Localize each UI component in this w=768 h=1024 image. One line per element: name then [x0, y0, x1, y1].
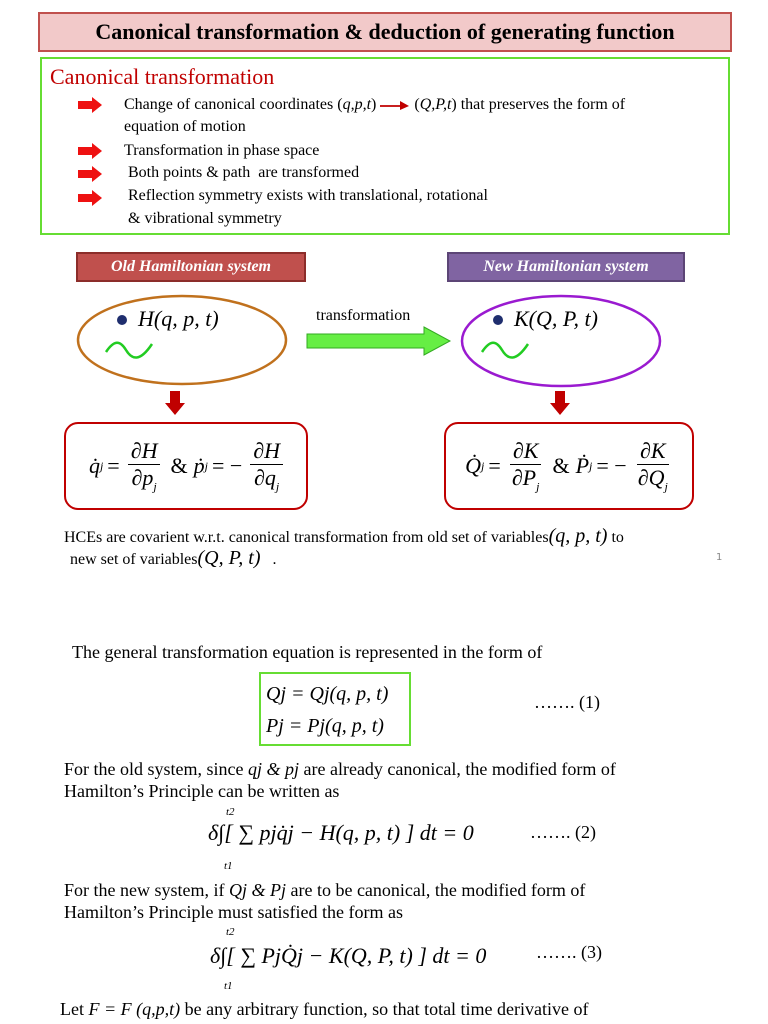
bullet-4-cont: & vibrational symmetry [124, 210, 282, 227]
eq3-lower-limit: t1 [224, 980, 233, 992]
hce-text-line2: new set of variables(Q, P, t) . [70, 547, 277, 569]
bullet-arrow-icon [78, 166, 102, 182]
eq1-tag: ……. (1) [534, 692, 600, 712]
old-system-paragraph: For the old system, since qj & pj are already canonical, the modified form of Hamilton’s Principle can be written as [64, 759, 616, 801]
eq2-upper-limit: t2 [226, 806, 235, 818]
slide-number: 1 [716, 552, 723, 563]
new-hamilton-equations: Q̇ j = $\frac{\partial K}{\partial P_j}$ & Ṗ j = − $\frac{\partial K}{\partial Q_j}$ [465, 437, 668, 494]
eq2: δ∫[ ∑ pjq̇j − H(q, p, t) ] dt = 0 [208, 820, 474, 845]
old-hamiltonian: H(q, p, t) [138, 306, 219, 331]
eq3-tag: ……. (3) [536, 942, 602, 962]
eq2-tag: ……. (2) [530, 822, 596, 842]
eq3: δ∫[ ∑ PjQ̇j − K(Q, P, t) ] dt = 0 [210, 943, 487, 968]
eq2-lower-limit: t1 [224, 860, 233, 872]
bullet-3: Both points & path are transformed [124, 164, 360, 181]
definition-heading: Canonical transformation [50, 64, 275, 89]
bullet-arrow-icon [78, 143, 102, 159]
eq1: Qj = Qj(q, p, t) Pj = Pj(q, p, t) [266, 683, 389, 737]
transformation-label: transformation [316, 307, 411, 324]
bullet-4: Reflection symmetry exists with translational, rotational [124, 187, 488, 204]
bullet-arrow-icon [78, 97, 102, 113]
old-system-label: Old Hamiltonian system [76, 252, 306, 282]
down-arrow-icon [550, 391, 570, 415]
bullet-arrow-icon [78, 190, 102, 206]
general-transformation-text: The general transformation equation is represented in the form of [72, 642, 543, 662]
new-system-label: New Hamiltonian system [447, 252, 685, 282]
last-line: Let F = F (q,p,t) be any arbitrary function, so that total time derivative of [60, 999, 589, 1019]
page-title: Canonical transformation & deduction of generating function [38, 12, 732, 52]
bullet-2: Transformation in phase space [124, 142, 320, 159]
transformation-arrow-icon [306, 326, 452, 356]
eq3-upper-limit: t2 [226, 926, 235, 938]
new-system-paragraph: For the new system, if Qj & Pj are to be canonical, the modified form of Hamilton’s Principle must satisfied the form as [64, 880, 586, 922]
old-hamilton-equations: q̇ j = $\frac{\partial H}{\partial p_j}$ & ṗ j = − $\frac{\partial H}{\partial q_j}$ [70, 430, 306, 502]
bullet-1: Change of canonical coordinates (q,p,t) (Q,P,t) that preserves the form of equation of motion [124, 96, 626, 135]
down-arrow-icon [165, 391, 185, 415]
right-arrow-icon [380, 99, 410, 111]
hce-text-line1: HCEs are covarient w.r.t. canonical transformation from old set of variables(q, p, t) to [64, 525, 624, 547]
new-hamiltonian: K(Q, P, t) [514, 306, 598, 331]
